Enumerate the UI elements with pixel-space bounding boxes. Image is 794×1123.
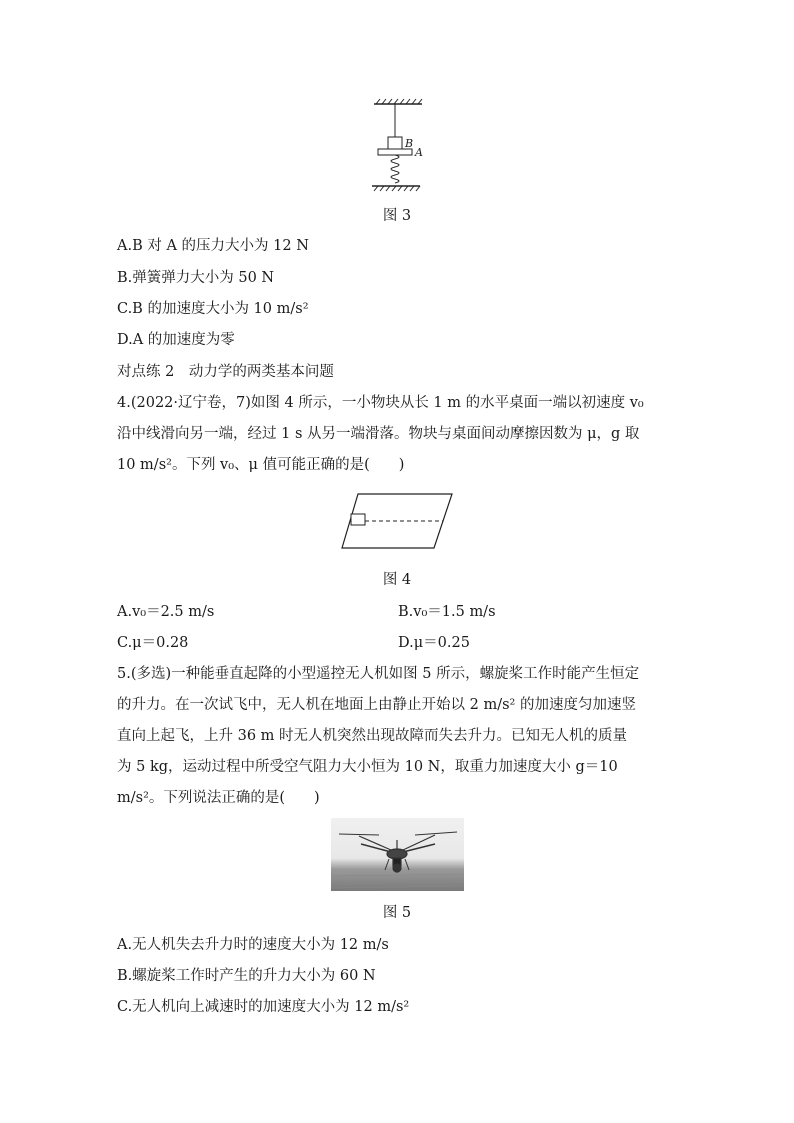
q5-option-c: C.无人机向上减速时的加速度大小为 12 m/s² xyxy=(117,999,410,1015)
q5-option-a: A.无人机失去升力时的速度大小为 12 m/s xyxy=(117,937,389,953)
figure-3-caption: 图 3 xyxy=(382,208,412,224)
label-b: B xyxy=(405,137,414,150)
q3-option-c: C.B 的加速度大小为 10 m/s² xyxy=(117,301,309,317)
q4-line-1: 4.(2022·辽宁卷，7)如图 4 所示，一小物块从长 1 m 的水平桌面一端以初速度 v₀ xyxy=(117,395,644,411)
q5-line-5: m/s²。下列说法正确的是( ) xyxy=(117,790,320,806)
q5-line-2: 的升力。在一次试飞中，无人机在地面上由静止开始以 2 m/s² 的加速度匀加速竖 xyxy=(117,697,636,713)
q4-option-b: B.v₀＝1.5 m/s xyxy=(398,604,496,620)
q3-option-a: A.B 对 A 的压力大小为 12 N xyxy=(117,238,309,254)
q4-line-3: 10 m/s²。下列 v₀、μ 值可能正确的是( ) xyxy=(117,457,405,473)
figure-5-caption: 图 5 xyxy=(382,905,412,921)
figure-5-drone-photo xyxy=(331,818,464,891)
q5-option-b: B.螺旋桨工作时产生的升力大小为 60 N xyxy=(117,968,376,984)
q5-line-1: 5.(多选)一种能垂直起降的小型遥控无人机如图 5 所示，螺旋桨工作时能产生恒定 xyxy=(117,666,640,682)
figure-4-caption: 图 4 xyxy=(382,572,412,588)
q3-option-b: B.弹簧弹力大小为 50 N xyxy=(117,270,275,286)
q5-line-3: 直向上起飞，上升 36 m 时无人机突然出现故障而失去升力。已知无人机的质量 xyxy=(117,728,628,744)
q4-option-d: D.μ＝0.25 xyxy=(398,635,470,651)
q4-line-2: 沿中线滑向另一端，经过 1 s 从另一端滑落。物块与桌面间动摩擦因数为 μ，g 取 xyxy=(117,426,640,442)
q4-option-c: C.μ＝0.28 xyxy=(117,635,189,651)
section-heading: 对点练 2 动力学的两类基本问题 xyxy=(117,364,334,380)
figure-4-table-diagram xyxy=(340,491,454,551)
q3-option-d: D.A 的加速度为零 xyxy=(117,332,235,348)
figure-3-spring-diagram xyxy=(362,96,442,198)
q4-option-a: A.v₀＝2.5 m/s xyxy=(117,604,215,620)
label-a: A xyxy=(415,146,423,159)
q5-line-4: 为 5 kg，运动过程中所受空气阻力大小恒为 10 N，取重力加速度大小 g＝10 xyxy=(117,759,618,775)
